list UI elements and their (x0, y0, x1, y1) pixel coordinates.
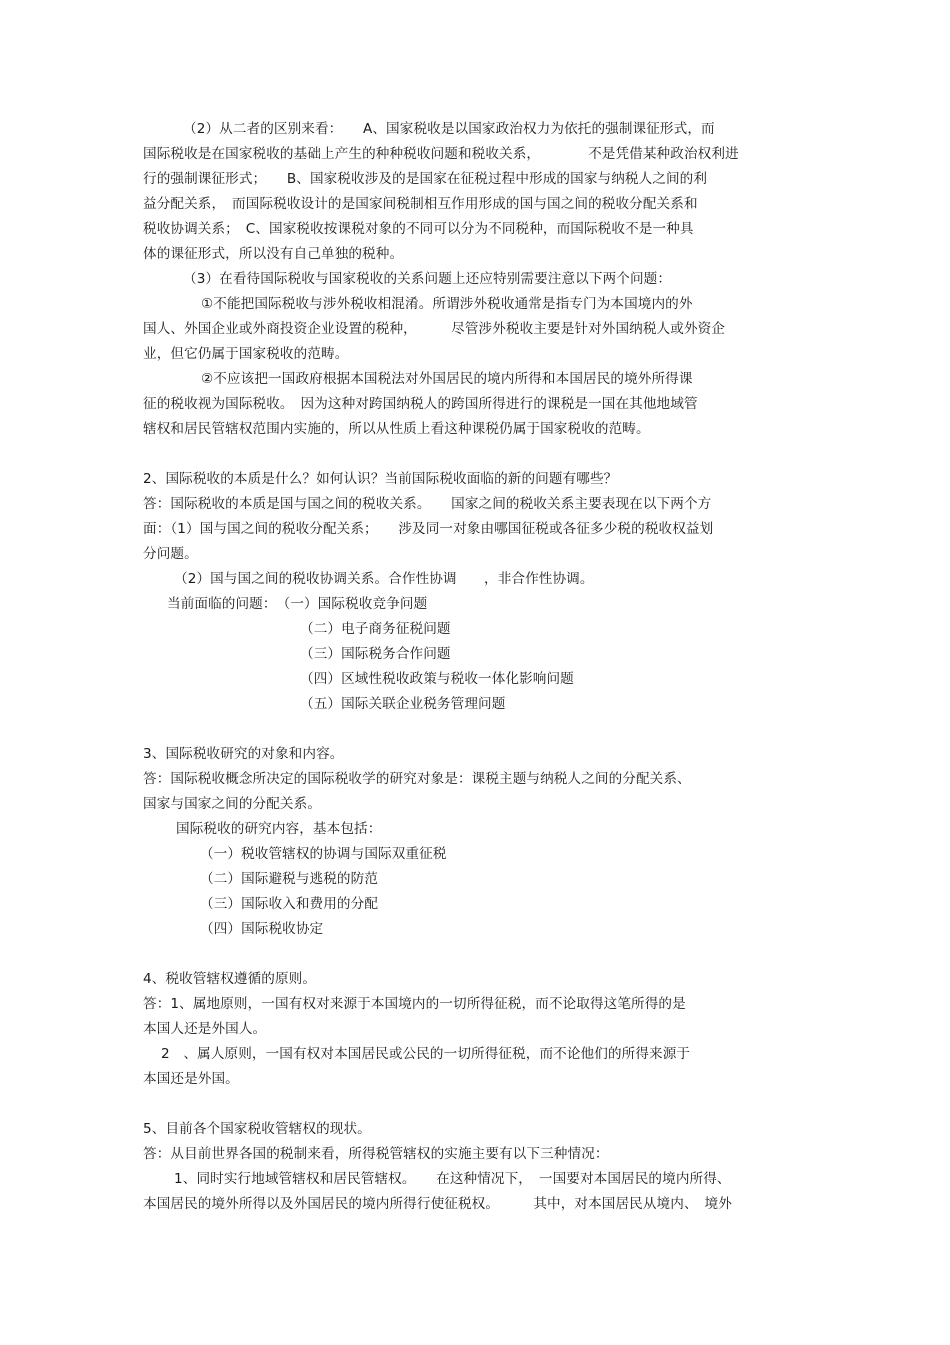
text-line: 征的税收视为国际税收。 因为这种对跨国纳税人的跨国所得进行的课税是一国在其他地域管 (143, 396, 698, 412)
text-line: 答：从目前世界各国的税制来看，所得税管辖权的实施主要有以下三种情况： (143, 1146, 609, 1162)
question-heading: 3、国际税收研究的对象和内容。 (143, 746, 344, 762)
text-line: 本国人还是外国人。 (143, 1021, 267, 1037)
text-line: 1、同时实行地域管辖权和居民管辖权。 在这种情况下， 一国要对本国居民的境内所得、 (174, 1171, 731, 1187)
text-line: 答：1、属地原则，一国有权对来源于本国境内的一切所得征税，而不论取得这笔所得的是 (143, 996, 686, 1012)
text-line: （2）从二者的区别来看： A、国家税收是以国家政治权力为依托的强制课征形式，而 (183, 121, 715, 137)
text-line: 业，但它仍属于国家税收的范畴。 (143, 346, 349, 362)
text-line: 本国还是外国。 (143, 1071, 239, 1087)
text-line: ①不能把国际税收与涉外税收相混淆。所谓涉外税收通常是指专门为本国境内的外 (201, 296, 693, 312)
question-heading: 5、目前各个国家税收管辖权的现状。 (143, 1121, 371, 1137)
text-line: 辖权和居民管辖权范围内实施的，所以从性质上看这种课税仍属于国家税收的范畴。 (143, 421, 650, 437)
text-line: 行的强制课征形式； B、国家税收涉及的是国家在征税过程中形成的国家与纳税人之间的利 (143, 171, 708, 187)
text-line: 国人、外国企业或外商投资企业设置的税种， 尽管涉外税收主要是针对外国纳税人或外资企 (143, 321, 726, 337)
list-item: （四）国际税收协定 (200, 921, 324, 937)
list-item: （二）国际避税与逃税的防范 (200, 871, 379, 887)
question-heading: 4、税收管辖权遵循的原则。 (143, 971, 317, 987)
text-line: ②不应该把一国政府根据本国税法对外国居民的境内所得和本国居民的境外所得课 (201, 371, 693, 387)
text-line: 2 、属人原则，一国有权对本国居民或公民的一切所得征税，而不论他们的所得来源于 (161, 1046, 691, 1062)
text-line: 国际税收的研究内容，基本包括： (176, 821, 382, 837)
text-line: 国际税收是在国家税收的基础上产生的种种税收问题和税收关系， 不是凭借某种政治权利进 (143, 146, 739, 162)
question-heading: 2、国际税收的本质是什么？如何认识？当前国际税收面临的新的问题有哪些？ (143, 471, 618, 487)
text-line: （3）在看待国际税收与国家税收的关系问题上还应特别需要注意以下两个问题： (183, 271, 672, 287)
list-item: （一）税收管辖权的协调与国际双重征税 (200, 846, 447, 862)
text-line: 体的课征形式，所以没有自己单独的税种。 (143, 246, 404, 262)
list-item: （三）国际收入和费用的分配 (200, 896, 379, 912)
list-item: （五）国际关联企业税务管理问题 (300, 696, 506, 712)
text-line: 益分配关系， 而国际税收设计的是国家间税制相互作用形成的国与国之间的税收分配关系和 (143, 196, 698, 212)
text-line: （2）国与国之间的税收协调关系。合作性协调 ，非合作性协调。 (174, 571, 594, 587)
text-line: 答：国际税收的本质是国与国之间的税收关系。 国家之间的税收关系主要表现在以下两个方 (143, 496, 712, 512)
list-item: （四）区域性税收政策与税收一体化影响问题 (300, 671, 574, 687)
text-line: 面：（1）国与国之间的税收分配关系； 涉及同一对象由哪国征税或各征多少税的税收权益划 (143, 521, 714, 537)
list-item: （三）国际税务合作问题 (300, 646, 451, 662)
list-item: （二）电子商务征税问题 (300, 621, 451, 637)
text-line: 税收协调关系； C、国家税收按课税对象的不同可以分为不同税种，而国际税收不是一种具 (143, 221, 694, 237)
text-line: 本国居民的境外所得以及外国居民的境内所得行使征税权。 其中，对本国居民从境内、 境外 (143, 1196, 732, 1212)
text-line: 答：国际税收概念所决定的国际税收学的研究对象是：课税主题与纳税人之间的分配关系、 (143, 771, 691, 787)
text-line: 国家与国家之间的分配关系。 (143, 796, 322, 812)
text-line: 当前面临的问题： （一）国际税收竞争问题 (167, 596, 428, 612)
text-line: 分问题。 (143, 546, 198, 562)
